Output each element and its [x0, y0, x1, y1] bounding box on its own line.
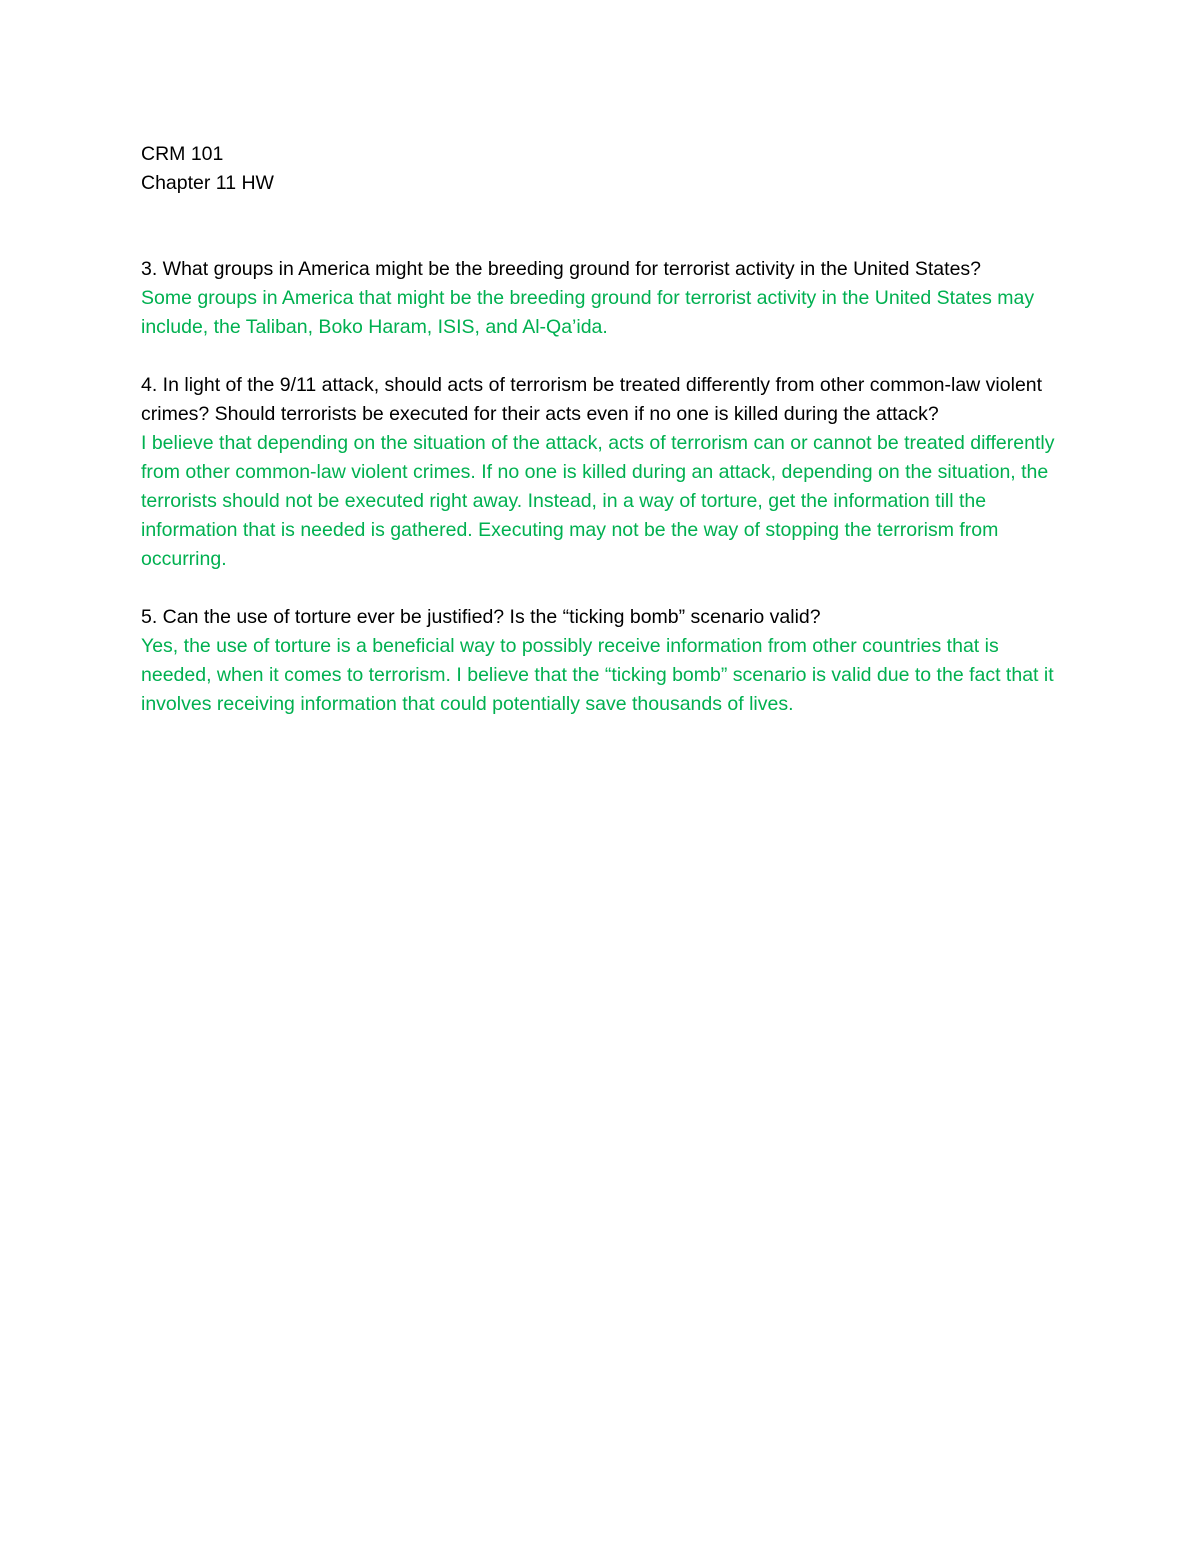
course-title: CRM 101: [141, 143, 224, 165]
question-text: 4. In light of the 9/11 attack, should acts of terrorism be treated differently from other common-law violent crimes? Should terrorists be executed for their acts even if no one is killed during the attack?: [141, 374, 1043, 425]
question-block-3: [141, 255, 1071, 342]
document-body: [141, 140, 1071, 719]
question-text: 5. Can the use of torture ever be justified? Is the “ticking bomb” scenario valid?: [141, 606, 821, 628]
spacer: [141, 574, 1071, 603]
spacer: [141, 198, 1071, 255]
answer-text: Some groups in America that might be the breeding ground for terrorist activity in the United States may include, the Taliban, Boko Haram, ISIS, and Al-Qa’ida.: [141, 287, 1035, 338]
question-block-5: [141, 603, 1071, 719]
spacer: [141, 342, 1071, 371]
assignment-title: Chapter 11 HW: [141, 172, 274, 194]
answer-text: Yes, the use of torture is a beneficial way to possibly receive information from other countries that is needed, when it comes to terrorism. I believe that the “ticking bomb” scenario is valid due to the fact that it involves receiving information that could potentially save thousands of lives.: [141, 635, 1054, 715]
question-text: 3. What groups in America might be the breeding ground for terrorist activity in the United States?: [141, 258, 982, 280]
answer-text: I believe that depending on the situation of the attack, acts of terrorism can or cannot be treated differently from other common-law violent crimes. If no one is killed during an attack, depending on the situation, the terrorists should not be executed right away. Instead, in a way of torture, get the information till the information that is needed is gathered. Executing may not be the way of stopping the terrorism from occurring.: [141, 432, 1055, 570]
question-block-4: [141, 371, 1071, 574]
